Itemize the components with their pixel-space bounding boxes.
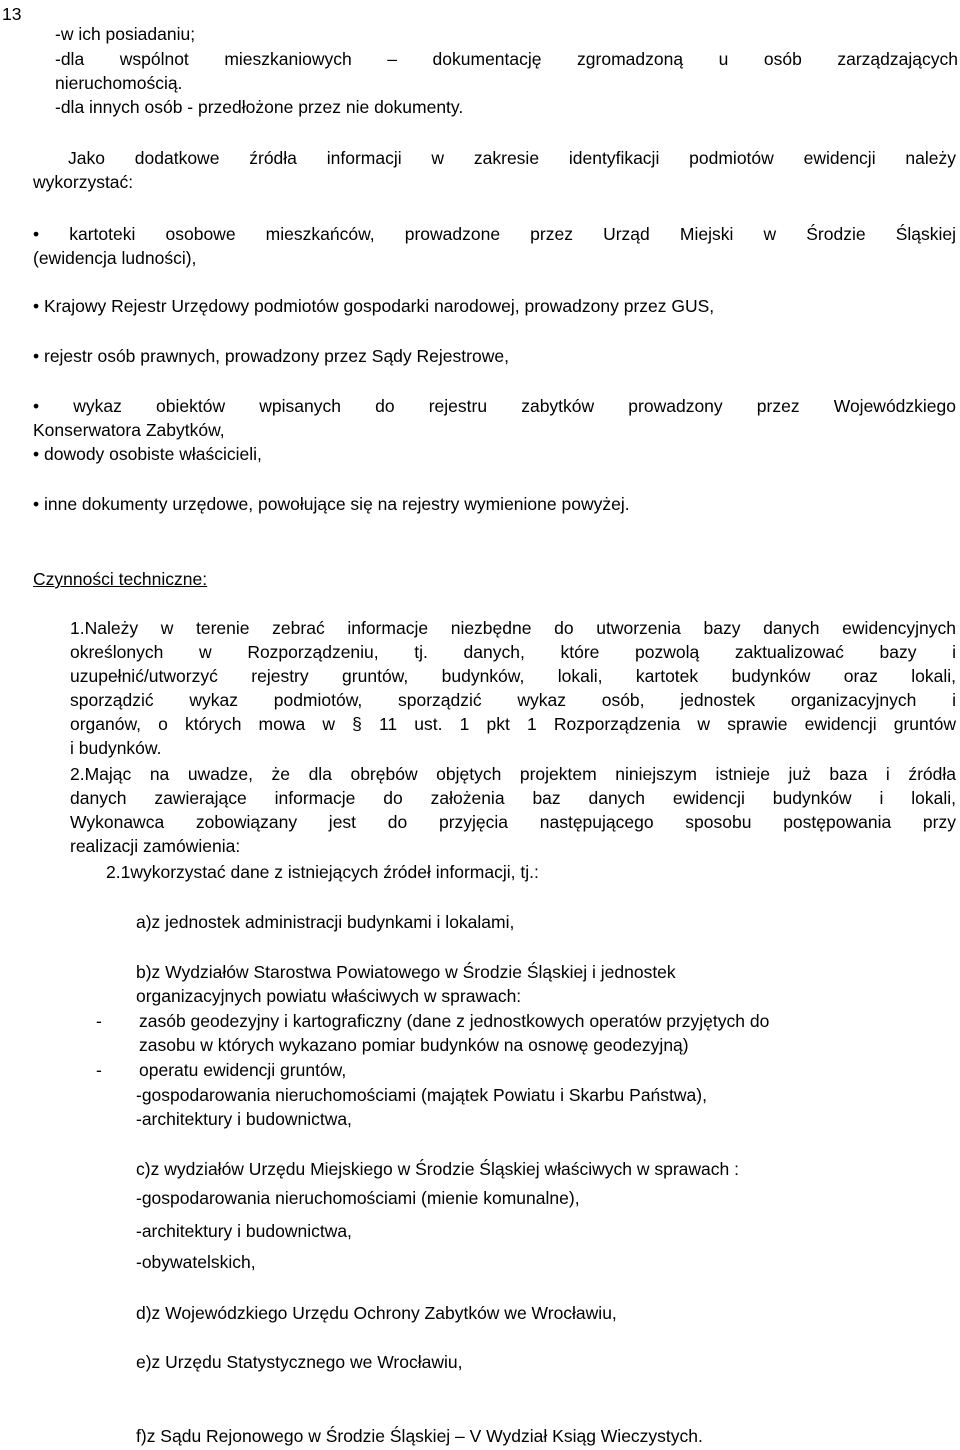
possession-line: -w ich posiadaniu; — [55, 24, 196, 44]
point-2-line: Wykonawca zobowiązany jest do przyjęcia następującego sposobu postępowania przy — [70, 812, 956, 832]
item-d: d)z Wojewódzkiego Urzędu Ochrony Zabytków we Wrocławiu, — [136, 1303, 617, 1323]
point-2-line: 2.Mając na uwadze, że dla obrębów objętych projektem niniejszym istnieje już baza i źródła — [70, 764, 956, 784]
possession-line: nieruchomością. — [55, 73, 183, 93]
point-2-line: danych zawierające informacje do założenia baz danych ewidencji budynków i lokali, — [70, 788, 956, 808]
source-list-item: (ewidencja ludności), — [33, 248, 197, 268]
source-list-item: Konserwatora Zabytków, — [33, 420, 225, 440]
source-list-item: • wykaz obiektów wpisanych do rejestru zabytków prowadzony przez Wojewódzkiego — [33, 396, 956, 416]
dash-marker: - — [96, 1011, 102, 1031]
item-c-line: c)z wydziałów Urzędu Miejskiego w Środzie Śląskiej właściwych w sprawach : — [136, 1159, 739, 1179]
possession-line: -dla wspólnot mieszkaniowych – dokumentację zgromadzoną u osób zarządzających — [55, 49, 958, 69]
source-list-item: • rejestr osób prawnych, prowadzony przez Sądy Rejestrowe, — [33, 346, 509, 366]
item-b-sub: zasób geodezyjny i kartograficzny (dane z jednostkowych operatów przyjętych do — [139, 1011, 770, 1031]
source-list-item: • kartoteki osobowe mieszkańców, prowadzone przez Urząd Miejski w Środzie Śląskiej — [33, 224, 956, 244]
item-a: a)z jednostek administracji budynkami i lokalami, — [136, 912, 515, 932]
point-1-line: i budynków. — [70, 738, 162, 758]
source-list-item: • dowody osobiste właścicieli, — [33, 444, 262, 464]
point-1-line: uzupełnić/utworzyć rejestry gruntów, budynków, lokali, kartotek budynków oraz lokali, — [70, 666, 956, 686]
item-b-sub: zasobu w których wykazano pomiar budynków na osnowę geodezyjną) — [139, 1035, 689, 1055]
item-b-sub: -architektury i budownictwa, — [136, 1109, 352, 1129]
item-b-line: organizacyjnych powiatu właściwych w sprawach: — [136, 986, 522, 1006]
possession-line: -dla innych osób - przedłożone przez nie dokumenty. — [55, 97, 464, 117]
item-f: f)z Sądu Rejonowego w Środzie Śląskiej – V Wydział Ksiąg Wieczystych. — [136, 1426, 703, 1446]
item-b-sub: operatu ewidencji gruntów, — [139, 1060, 347, 1080]
point-1-line: organów, o których mowa w § 11 ust. 1 pkt 1 Rozporządzenia w sprawie ewidencji gruntów — [70, 714, 956, 734]
item-c-sub: -gospodarowania nieruchomościami (mienie komunalne), — [136, 1188, 580, 1208]
item-c-sub: -obywatelskich, — [136, 1252, 256, 1272]
point-2-1-heading: 2.1wykorzystać dane z istniejących źródeł informacji, tj.: — [106, 862, 539, 882]
dash-marker: - — [96, 1060, 102, 1080]
item-e: e)z Urzędu Statystycznego we Wrocławiu, — [136, 1352, 463, 1372]
page-number: 13 — [2, 4, 22, 24]
point-1-line: sporządzić wykaz podmiotów, sporządzić wykaz osób, jednostek organizacyjnych i — [70, 690, 956, 710]
item-b-sub: -gospodarowania nieruchomościami (majątek Powiatu i Skarbu Państwa), — [136, 1085, 707, 1105]
section-heading: Czynności techniczne: — [33, 569, 208, 589]
source-list-item: • Krajowy Rejestr Urzędowy podmiotów gospodarki narodowej, prowadzony przez GUS, — [33, 296, 715, 316]
point-2-line: realizacji zamówienia: — [70, 836, 241, 856]
item-b-line: b)z Wydziałów Starostwa Powiatowego w Środzie Śląskiej i jednostek — [136, 962, 676, 982]
intro-paragraph: Jako dodatkowe źródła informacji w zakresie identyfikacji podmiotów ewidencji należy — [68, 148, 956, 168]
source-list-item: • inne dokumenty urzędowe, powołujące się na rejestry wymienione powyżej. — [33, 494, 630, 514]
item-c-sub: -architektury i budownictwa, — [136, 1221, 352, 1241]
intro-paragraph: wykorzystać: — [33, 172, 134, 192]
point-1-line: 1.Należy w terenie zebrać informacje niezbędne do utworzenia bazy danych ewidencyjnych — [70, 618, 956, 638]
point-1-line: określonych w Rozporządzeniu, tj. danych, które pozwolą zaktualizować bazy i — [70, 642, 956, 662]
